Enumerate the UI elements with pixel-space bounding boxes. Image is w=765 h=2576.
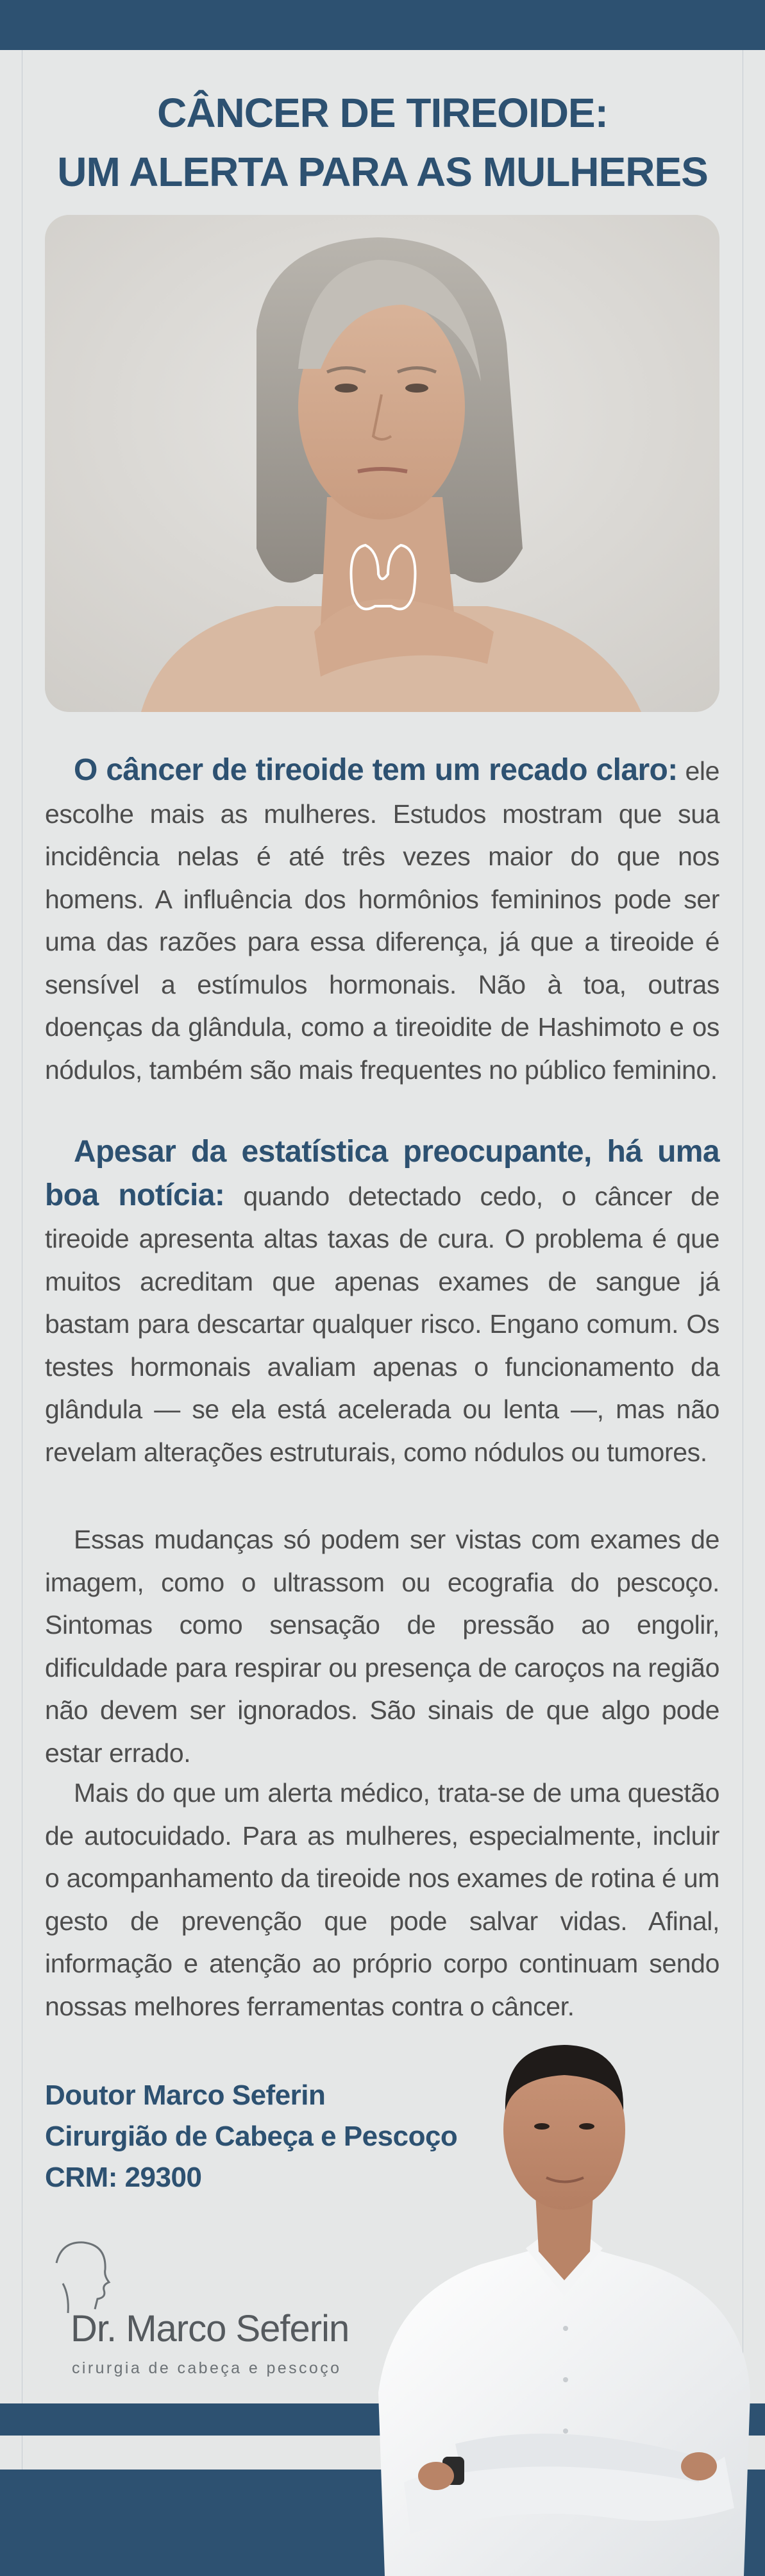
paragraph-1-lead: O câncer de tireoide tem um recado claro: xyxy=(74,753,678,787)
doctor-role: Cirurgião de Cabeça e Pescoço xyxy=(45,2121,458,2152)
title-line-1: CÂNCER DE TIREOIDE: xyxy=(157,90,608,136)
paragraph-2-text: quando detectado cedo, o câncer de tireoide apresenta altas taxas de cura. O problema é que muitos acreditam que apenas exames de sangue já bastam para descartar qualquer risco. Engano comum. Os testes hormonais avaliam apenas o funcionamento da glândula — se ela está acelerada ou lenta —, mas não revelam alterações estruturais, como nódulos ou tumores. xyxy=(45,1181,719,1467)
hero-photo xyxy=(45,215,719,712)
logo-name: Dr. Marco Seferin xyxy=(71,2308,349,2350)
doctor-crm: CRM: 29300 xyxy=(45,2162,202,2193)
paragraph-2-lead: Apesar da estatística preocupante, há uma boa notícia: xyxy=(45,1135,719,1212)
paragraph-1 xyxy=(45,749,719,1091)
paragraph-2 xyxy=(45,1131,719,1473)
paragraph-3: Essas mudanças só podem ser vistas com exames de imagem, como o ultrassom ou ecografia do pescoço. Sintomas como sensação de pressão ao engolir, dificuldade para respirar ou presença de caroços na região não devem ser ignorados. São sinais de que algo pode estar errado. xyxy=(45,1525,719,1768)
page-title xyxy=(0,83,765,201)
brand-logo xyxy=(38,2237,372,2391)
title-line-2: UM ALERTA PARA AS MULHERES xyxy=(57,149,708,195)
doctor-photo xyxy=(366,1995,765,2576)
paragraph-4: Mais do que um alerta médico, trata-se de uma questão de autocuidado. Para as mulheres, especialmente, incluir o acompanhamento da tireoide nos exames de rotina é um gesto de prevenção que pode salvar vidas. Afinal, informação e atenção ao próprio corpo continuam sendo nossas melhores ferramentas contra o câncer. xyxy=(45,1778,719,2021)
logo-tagline: cirurgia de cabeça e pescoço xyxy=(72,2359,342,2377)
doctor-name: Doutor Marco Seferin xyxy=(45,2080,326,2111)
paragraph-1-text: ele escolhe mais as mulheres. Estudos mostram que sua incidência nelas é até três vezes maior do que nos homens. A influência dos hormônios femininos pode ser uma das razões para essa diferença, já que a tireoide é sensível a estímulos hormonais. Não à toa, outras doenças da glândula, como a tireoidite de Hashimoto e os nódulos, também são mais frequentes no público feminino. xyxy=(45,756,719,1085)
top-band xyxy=(0,0,765,50)
